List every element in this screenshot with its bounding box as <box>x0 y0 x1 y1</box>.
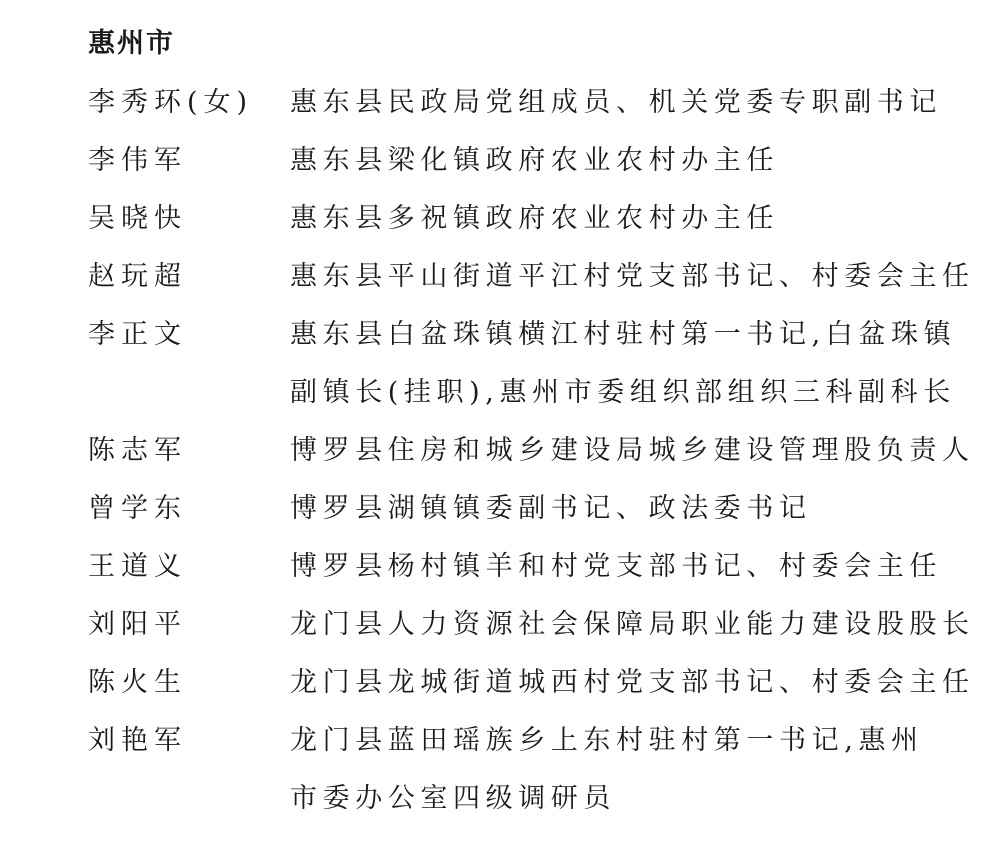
position-line: 惠东县平山街道平江村党支部书记、村委会主任 <box>290 261 975 292</box>
list-item <box>88 248 975 306</box>
position-line: 惠东县梁化镇政府农业农村办主任 <box>290 145 779 176</box>
list-item <box>88 132 968 190</box>
person-position <box>290 248 975 306</box>
person-name: 曾学东 <box>88 493 187 524</box>
list-item <box>88 306 968 422</box>
list-item <box>88 480 968 538</box>
position-line: 惠东县民政局党组成员、机关党委专职副书记 <box>290 87 942 118</box>
list-item <box>88 538 968 596</box>
person-name: 陈火生 <box>88 667 187 698</box>
person-name: 李秀环(女) <box>88 87 254 118</box>
list-item <box>88 422 975 480</box>
person-position <box>290 132 960 190</box>
person-name: 陈志军 <box>88 435 187 466</box>
person-position <box>290 654 975 712</box>
position-line: 龙门县人力资源社会保障局职业能力建设股股长 <box>290 609 975 640</box>
person-name: 赵玩超 <box>88 261 187 292</box>
position-line: 博罗县湖镇镇委副书记、政法委书记 <box>290 493 812 524</box>
position-line: 惠东县白盆珠镇横江村驻村第一书记,白盆珠镇 <box>290 319 957 350</box>
list-item <box>88 74 968 132</box>
person-name: 刘阳平 <box>88 609 187 640</box>
person-name: 李正文 <box>88 319 187 350</box>
position-line: 惠东县多祝镇政府农业农村办主任 <box>290 203 779 234</box>
list-item <box>88 712 968 828</box>
personnel-list <box>88 74 975 828</box>
person-position <box>290 74 960 132</box>
position-line: 龙门县龙城街道城西村党支部书记、村委会主任 <box>290 667 975 698</box>
person-position <box>290 596 975 654</box>
person-name: 李伟军 <box>88 145 187 176</box>
position-line: 博罗县住房和城乡建设局城乡建设管理股负责人 <box>290 435 975 466</box>
person-position <box>290 422 975 480</box>
person-position <box>290 306 960 422</box>
person-name: 刘艳军 <box>88 725 187 756</box>
position-line: 龙门县蓝田瑶族乡上东村驻村第一书记,惠州 <box>290 725 924 756</box>
person-name: 吴晓快 <box>88 203 187 234</box>
person-position <box>290 190 960 248</box>
position-line: 副镇长(挂职),惠州市委组织部组织三科副科长 <box>290 377 956 408</box>
list-item <box>88 654 975 712</box>
person-position <box>290 480 960 538</box>
person-name: 王道义 <box>88 551 187 582</box>
list-item <box>88 190 968 248</box>
person-position <box>290 712 960 828</box>
city-heading: 惠州市 <box>88 28 175 59</box>
person-position <box>290 538 960 596</box>
list-item <box>88 596 975 654</box>
position-line: 市委办公室四级调研员 <box>290 783 616 814</box>
position-line: 博罗县杨村镇羊和村党支部书记、村委会主任 <box>290 551 942 582</box>
